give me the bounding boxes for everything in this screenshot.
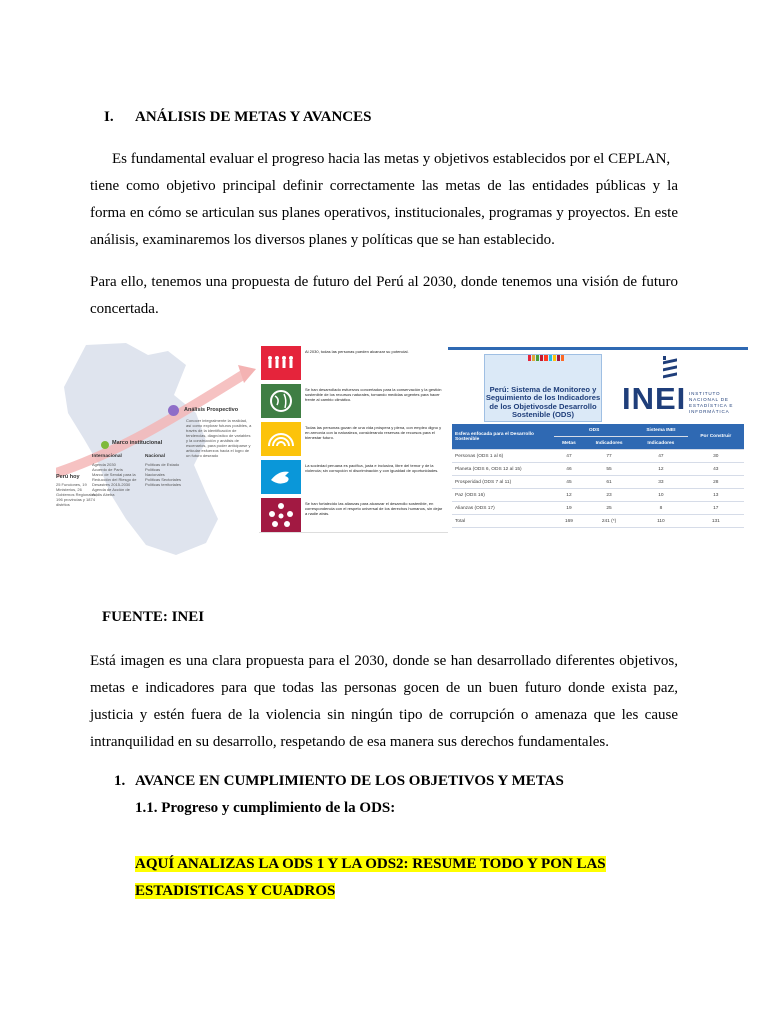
analysis-paragraph <box>90 648 678 756</box>
pillar-text: Al 2030, todas las personas pueden alcanzar su potencial. <box>305 349 409 354</box>
context-paragraph <box>90 269 678 323</box>
table-row <box>452 489 744 502</box>
list-item: Políticas Nacionales <box>145 467 165 477</box>
pillar-row <box>259 496 447 532</box>
ods-title-box <box>484 354 602 422</box>
table-cell: 10 <box>634 489 687 502</box>
subsection-title: AVANCE EN CUMPLIMIENTO DE LOS OBJETIVOS Y METAS <box>135 773 564 789</box>
rainbow-icon <box>261 422 301 456</box>
table-cell: 61 <box>584 476 634 489</box>
pillar-row <box>259 458 447 494</box>
pillar-row <box>259 420 447 456</box>
table-cell: 8 <box>634 502 687 515</box>
partnership-icon <box>261 498 301 532</box>
peru-hoy-text: 25 Funciones, 19 Ministerios, 26 Gobiernos Regionales, 196 provincias y 1874 distritos <box>56 482 97 507</box>
ods-table <box>452 424 744 528</box>
table-cell: 110 <box>634 515 687 528</box>
people-icon <box>261 346 301 380</box>
subsubsection-title: 1.1. Progreso y cumplimiento de la ODS: <box>135 800 396 816</box>
col-header: ODS <box>554 424 634 437</box>
p3-line: metas e indicadores para que todas las personas gocen de un buen futuro donde exista paz, <box>90 680 678 696</box>
p3-line: Está imagen es una clara propuesta para el 2030, donde se han desarrollado diferentes objetivos, <box>90 653 678 669</box>
table-cell: 77 <box>584 450 634 463</box>
table-cell: 45 <box>554 476 584 489</box>
table-row <box>452 502 744 515</box>
sdg-colors-icon <box>528 355 564 361</box>
highlight-line: AQUÍ ANALIZAS LA ODS 1 Y LA ODS2: RESUME TODO Y PON LAS <box>135 856 606 872</box>
peru-hoy-label: Perú hoy <box>56 474 80 480</box>
table-row <box>452 463 744 476</box>
list-item: Políticas Sectoriales <box>145 477 182 482</box>
pillar-text: Se han desarrollado esfuerzos concertados para la conservación y la gestión sostenible de los recursos naturales, tomando medidas urgentes para hacer frente al cambio climático. <box>305 387 442 402</box>
table-cell: 241 (*) <box>584 515 634 528</box>
table-cell: Total <box>452 515 554 528</box>
figure-source: FUENTE: INEI <box>102 609 205 625</box>
table-cell: 33 <box>634 476 687 489</box>
col-header: Sistema INEI <box>634 424 687 437</box>
table-cell: Planeta (ODS 6, ODS 12 al 15) <box>452 463 554 476</box>
pillar-row <box>259 344 447 380</box>
table-cell: 12 <box>634 463 687 476</box>
highlight-line: ESTADISTICAS Y CUADROS <box>135 883 336 899</box>
p3-line: intranquilidad en su desarrollo, respetando de esa manera sus derechos fundamentales. <box>90 734 609 750</box>
prospectivo-text: Conocer integralmente la realidad, así como explorar futuros posibles, a través de la identificación de tendencias, diagnóstico de variables y la construcción y análisis de escenarios, para poder anticiparse y articular esfuerzos hacia el logro de un futuro deseado <box>186 418 252 458</box>
pillar-text: Todas las personas gozan de una vida próspera y plena, con empleo digno y en armonía con la naturaleza, considerando reservas de recursos para el bienestar futuro. <box>305 425 442 440</box>
col-subheader: Indicadores <box>584 437 634 450</box>
p1-line: tiene como objetivo principal definir correctamente las metas de las entidades públicas y la <box>90 178 678 194</box>
list-item: Agenda 2030 <box>92 462 116 467</box>
col-header: Esfera enfocada para el Desarrollo Sostenible <box>452 424 554 450</box>
table-row <box>452 476 744 489</box>
table-cell: 17 <box>688 502 744 515</box>
col-subheader: Metas <box>554 437 584 450</box>
table-cell: 131 <box>688 515 744 528</box>
table-cell: Personas (ODS 1 al 6) <box>452 450 554 463</box>
nacional-list <box>145 462 181 487</box>
p3-line: justicia y estén fuera de la violencia sin ningún tipo de corrupción o amenaza que les cause <box>90 707 678 723</box>
table-header-row <box>452 424 744 437</box>
table-cell: 25 <box>584 502 634 515</box>
section-number: I. <box>104 109 114 125</box>
pillar-text: La sociedad peruana es pacífica, justa e inclusiva, libre del temor y de la violencia; sin corrupción ni discriminación y con igualdad de oportunidades. <box>305 463 439 473</box>
inei-emblem-icon <box>660 356 680 384</box>
inei-panel <box>448 347 748 532</box>
list-item: Marco de Sendai para la Reducción del Riesgo de Desastres 2015-2030 <box>92 472 137 487</box>
table-total-row <box>452 515 744 528</box>
table-cell: 43 <box>688 463 744 476</box>
table-cell: 47 <box>634 450 687 463</box>
p1-line: análisis, examinaremos los diversos planes y políticas que se han establecido. <box>90 232 555 248</box>
internacional-list <box>92 462 140 497</box>
table-cell: 13 <box>688 489 744 502</box>
table-cell: 30 <box>688 450 744 463</box>
globe-icon <box>261 384 301 418</box>
table-cell: 19 <box>554 502 584 515</box>
pillar-row <box>259 382 447 418</box>
intro-paragraph <box>90 146 678 254</box>
ods-title: Perú: Sistema de Monitoreo y Seguimiento de los Indicadores de los Objetivosde Desarrollo Sostenible (ODS) <box>485 385 601 419</box>
table-cell: 28 <box>688 476 744 489</box>
table-cell: Paz (ODS 16) <box>452 489 554 502</box>
nacional-label: Nacional <box>145 454 165 459</box>
col-header: Por Construir <box>688 424 744 450</box>
p2-line: concertada. <box>90 301 159 317</box>
peru-map-panel <box>56 343 259 555</box>
table-cell: 46 <box>554 463 584 476</box>
list-item: Políticas de Estado <box>145 462 180 467</box>
inei-logo-subtitle: INSTITUTO NACIONAL DE ESTADÍSTICA E INFORMÁTICA <box>689 391 734 414</box>
list-item: Políticas territoriales <box>145 482 182 487</box>
p1-line: Es fundamental evaluar el progreso hacia las metas y objetivos establecidos por el CEPLAN, <box>112 151 671 167</box>
table-cell: 55 <box>584 463 634 476</box>
list-item: Agenda de Acción de Addis Abeba <box>92 487 130 497</box>
col-subheader: Indicadores <box>634 437 687 450</box>
dove-icon <box>261 460 301 494</box>
table-cell: Prosperidad (ODS 7 al 11) <box>452 476 554 489</box>
marco-dot-icon <box>101 441 109 449</box>
table-cell: Alianzas (ODS 17) <box>452 502 554 515</box>
table-cell: 169 <box>554 515 584 528</box>
marco-label: Marco institucional <box>112 440 163 446</box>
subsection-number: 1. <box>114 773 126 789</box>
p2-line: Para ello, tenemos una propuesta de futuro del Perú al 2030, donde tenemos una visión de futuro <box>90 274 678 290</box>
prospectivo-dot-icon <box>168 405 179 416</box>
section-title: ANÁLISIS DE METAS Y AVANCES <box>135 109 372 125</box>
table-cell: 23 <box>584 489 634 502</box>
sdg-pillars-panel <box>259 344 448 533</box>
p1-line: forma en cómo se articulan sus planes operativos, institucionales, programas y proyectos. En este <box>90 205 678 221</box>
highlighted-instruction <box>135 851 606 905</box>
pillar-text: Se han fortalecido las alianzas para alcanzar el desarrollo sostenible, en correspondencia con el respeto universal de los derechos humanos, sin dejar a nadie atrás. <box>305 501 443 516</box>
table-row <box>452 450 744 463</box>
inei-logo: INEI <box>622 381 687 416</box>
list-item: Acuerdo de París <box>92 467 123 472</box>
table-cell: 47 <box>554 450 584 463</box>
prospectivo-label: Análisis Prospectivo <box>184 407 239 413</box>
table-cell: 12 <box>554 489 584 502</box>
internacional-label: Internacional <box>92 454 122 459</box>
